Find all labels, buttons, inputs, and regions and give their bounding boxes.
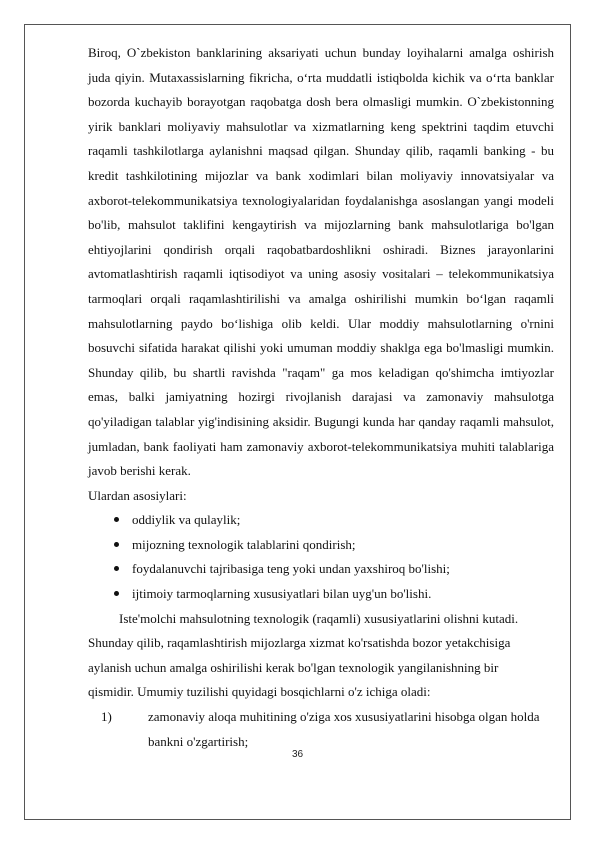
bullet-text: foydalanuvchi tajribasiga teng yoki undan yaxshiroq bo'lishi; — [132, 561, 450, 577]
bullet-text: ijtimoiy tarmoqlarning xususiyatlari bilan uyg'un bo'lishi. — [132, 586, 432, 602]
paragraph-line: Shunday qilib, raqamlashtirish mijozlarga xizmat ko'rsatishda bozor yetakchisiga — [88, 635, 511, 651]
bullet-item — [88, 582, 554, 607]
bullet-list — [88, 508, 554, 606]
item-line: bankni o'zgartirish; — [148, 733, 249, 749]
paragraph-intro: Biroq, O`zbekiston banklarining aksariyati uchun bunday loyihalarni amalga oshirish juda qiyin. Mutaxassislarning fikricha, o‘rta muddatli istiqbolda kichik va o‘rta banklar bozorda kuchayib borayotgan raqobatga dosh bera olmasligi mumkin. O`zbekistonning yirik banklari moliyaviy mahsulotlar va xizmatlarning keng spektrini taqdim etuvchi raqamli tashkilotlarga aylanishni maqsad qilgan. Shunday qilib, raqamli banking - bu kredit tashkilotining mijozlar va bank xodimlari bilan moliyaviy innovatsiyalar va axborot-telekommunikatsiya texnologiyalaridan foydalanishga asoslangan yangi modeli bo'lib, mahsulot taklifini kengaytirish va mijozlarning bank mahsulotlariga bo'lgan ehtiyojlarini qondirish orqali raqobatbardoshlikni oshiradi. Biznes jarayonlarini avtomatlashtirish raqamli iqtisodiyot va uning asosiy vositalari – telekommunikatsiya tarmoqlari orqali raqamlashtirilishi va amalga oshirilishi mumkin bo‘lgan raqamli mahsulotlarning paydo bo‘lishiga olib keldi. Ular moddiy mahsulotlarning o'rnini bosuvchi sifatida harakat qilishi yoki umuman moddiy shaklga ega bo'lmasligi mumkin. Shunday qilib, bu shartli ravishda "raqam" ga mos keladigan qo'shimcha imtiyozlar emas, balki jamiyatning hozirgi rivojlanish darajasi va zamonaviy mahsulotga qo'yiladigan talablar yig'indisining aksidir. Bugungi kunda har qanday raqamli mahsulot, jumladan, bank faoliyati ham zamonaviy axborot-telekommunikatsiya muhiti talablariga javob berishi kerak. — [88, 45, 554, 479]
bullet-icon — [114, 566, 119, 571]
paragraph-line: Iste'molchi mahsulotning texnologik (raqamli) xususiyatlarini olishni kutadi. — [119, 610, 519, 626]
bullet-item — [88, 557, 554, 582]
bullet-icon — [114, 542, 119, 547]
paragraph-line: aylanish uchun amalga oshirilishi kerak bo'lgan texnologik yangilanishning bir — [88, 659, 499, 675]
bullet-text: mijozning texnologik talablarini qondirish; — [132, 536, 356, 552]
bullet-icon — [114, 517, 119, 522]
paragraph-line: qismidir. Umumiy tuzilishi quyidagi bosqichlarni o'z ichiga oladi: — [88, 684, 431, 700]
list-heading: Ulardan asosiylari: — [88, 487, 187, 503]
bullet-text: oddiylik va qulaylik; — [132, 512, 241, 528]
numbered-list — [88, 705, 554, 754]
document-body — [88, 41, 554, 754]
bullet-item — [88, 508, 554, 533]
bullet-item — [88, 533, 554, 558]
paragraph-structure — [88, 607, 554, 705]
bullet-icon — [114, 591, 119, 596]
page-number: 36 — [291, 749, 304, 760]
item-line: zamonaviy aloqa muhitining o'ziga xos xususiyatlarini hisobga olgan holda — [148, 709, 540, 725]
numbered-item — [88, 705, 554, 754]
item-number: 1) — [101, 709, 112, 725]
